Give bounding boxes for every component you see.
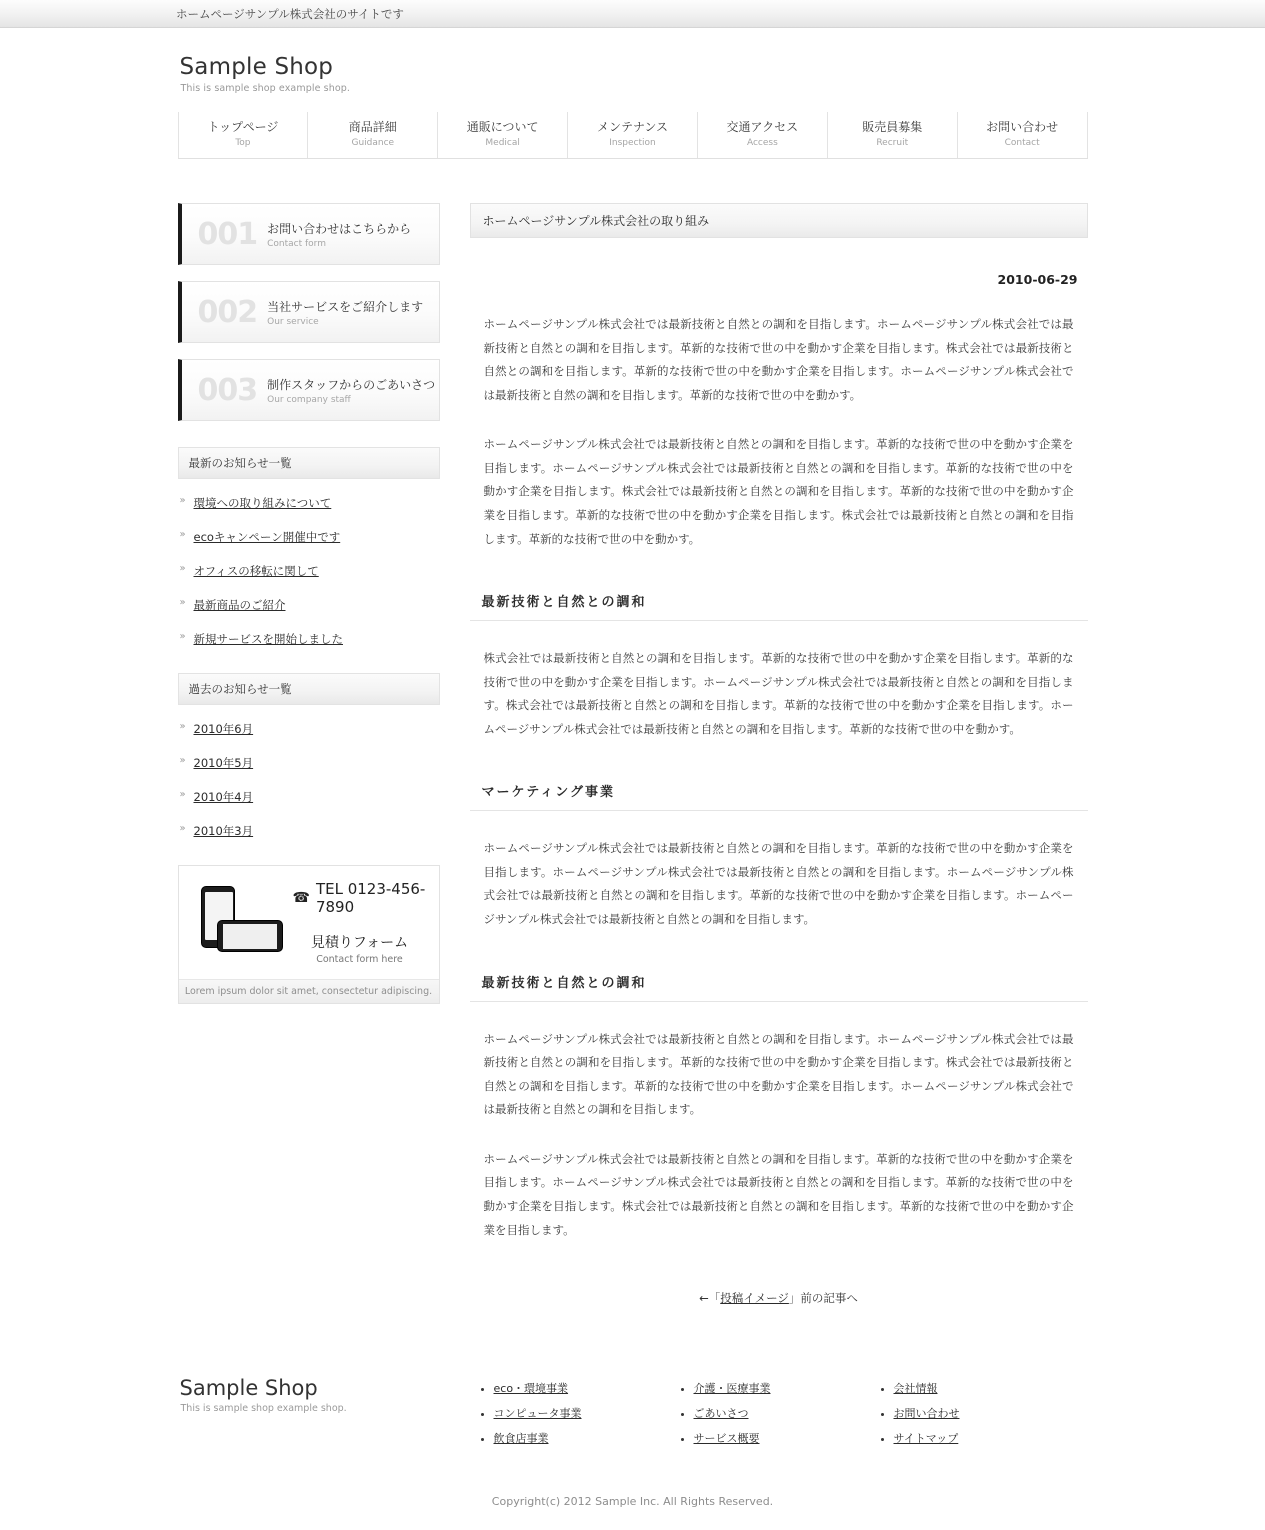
intro-paragraph-1: ホームページサンプル株式会社では最新技術と自然との調和を目指します。ホームページサンプル株式会社では最新技術と自然との調和を目指します。革新的な技術で世の中を動かす企業を目指します。株式会社では最新技術と自然との調和を目指します。革新的な技術で世の中を動かす企業を目指します。ホームページサンプル株式会社では最新技術と自然の調和を目指します。革新的な技術で世の中を動かす。	[483, 317, 1074, 402]
list-item	[178, 495, 440, 511]
nav-label-en: Medical	[485, 138, 520, 148]
page-title: ホームページサンプル株式会社の取り組み	[470, 203, 1088, 238]
banner-number: 003	[197, 372, 258, 408]
sidebar-banner-company-staff[interactable]	[178, 359, 440, 421]
banner-label-jp: お問い合わせはこちらから	[267, 221, 412, 236]
footer-link[interactable]: 飲食店事業	[493, 1432, 549, 1446]
nav-label-jp: トップページ	[207, 120, 279, 134]
section-3-paragraph-2: ホームページサンプル株式会社では最新技術と自然との調和を目指します。革新的な技術で世の中を動かす企業を目指します。ホームページサンプル株式会社では最新技術と自然との調和を目指します。革新的な技術で世の中を動かす企業を目指します。株式会社では最新技術と自然との調和を目指します。革新的な技術で世の中を動かす企業を目指します。	[483, 1151, 1074, 1237]
footer-column-2	[678, 1376, 878, 1455]
previous-post-link[interactable]: 投稿イメージ	[720, 1291, 789, 1306]
site-header	[178, 28, 1088, 167]
list-item	[494, 1405, 678, 1421]
nav-item-contact[interactable]	[957, 112, 1088, 158]
news-link[interactable]: 新規サービスを開始しました	[193, 632, 343, 646]
site-logo-title[interactable]: Sample Shop	[179, 54, 334, 80]
previous-post-navigation	[470, 1290, 1088, 1306]
browser-title-text: ホームページサンプル株式会社のサイトです	[176, 6, 404, 21]
list-item	[894, 1380, 1078, 1396]
nav-item-inspection[interactable]	[567, 112, 697, 158]
phone-icon: ☎	[292, 890, 310, 906]
list-item	[694, 1430, 878, 1446]
list-item	[178, 789, 440, 805]
list-item	[178, 563, 440, 579]
section-title-1: 最新技術と自然との調和	[470, 591, 1088, 621]
copyright-text: Copyright(c) 2012 Sample Inc. All Rights Reserved.	[491, 1495, 774, 1509]
nav-label-en: Top	[235, 138, 251, 148]
prev-prefix: ←「	[699, 1291, 721, 1306]
contact-card-note: Lorem ipsum dolor sit amet, consectetur adipiscing.	[179, 979, 439, 1003]
site-footer	[178, 1376, 1088, 1465]
banner-label-en: Our company staff	[267, 394, 351, 405]
list-item	[178, 823, 440, 839]
footer-link[interactable]: お問い合わせ	[893, 1407, 960, 1421]
archive-link[interactable]: 2010年4月	[193, 790, 254, 804]
list-item	[694, 1380, 878, 1396]
smartphone-illustration	[191, 884, 287, 962]
sidebar-banner-our-service[interactable]	[178, 281, 440, 343]
banner-label-en: Our service	[267, 316, 319, 327]
contact-form-label-jp[interactable]: 見積りフォーム	[310, 935, 409, 951]
footer-site-title[interactable]: Sample Shop	[179, 1376, 318, 1401]
list-item	[178, 721, 440, 737]
sidebar-heading-past-news: 過去のお知らせ一覧	[178, 673, 440, 705]
browser-title-bar	[0, 0, 1265, 28]
list-item	[894, 1430, 1078, 1446]
list-item	[178, 755, 440, 771]
prev-suffix: 」前の記事へ	[788, 1291, 858, 1306]
nav-label-jp: お問い合わせ	[986, 120, 1059, 134]
news-link[interactable]: 環境への取り組みについて	[193, 496, 332, 510]
news-link[interactable]: 最新商品のご紹介	[193, 598, 286, 612]
footer-brand	[178, 1376, 478, 1455]
section-3-paragraph-1: ホームページサンプル株式会社では最新技術と自然との調和を目指します。ホームページサンプル株式会社では最新技術と自然との調和を目指します。革新的な技術で世の中を動かす企業を目指します。株式会社では最新技術と自然との調和を目指します。革新的な技術で世の中を動かす企業を目指します。ホームページサンプル株式会社では最新技術と自然との調和を目指します。	[483, 1031, 1074, 1117]
footer-link[interactable]: 介護・医療事業	[693, 1382, 771, 1396]
list-item	[494, 1430, 678, 1446]
footer-link[interactable]: 会社情報	[893, 1382, 938, 1396]
contact-telephone-text: TEL 0123-456-7890	[315, 880, 426, 916]
sidebar-banner-contact-form[interactable]	[178, 203, 440, 265]
nav-label-jp: 通販について	[466, 120, 539, 134]
page-body	[0, 28, 1265, 1530]
sidebar-heading-latest-news: 最新のお知らせ一覧	[178, 447, 440, 479]
footer-link-columns	[478, 1376, 1088, 1455]
nav-label-jp: 交通アクセス	[726, 120, 799, 134]
content-area	[178, 203, 1088, 1306]
sidebar-latest-news-list	[178, 495, 440, 647]
footer-link[interactable]: eco・環境事業	[493, 1382, 569, 1396]
list-item	[894, 1405, 1078, 1421]
archive-link[interactable]: 2010年6月	[193, 722, 254, 736]
nav-label-en: Inspection	[609, 138, 656, 148]
section-title-2: マーケティング事業	[470, 781, 1088, 811]
post-date: 2010-06-29	[997, 272, 1078, 287]
contact-form-label-en: Contact form here	[316, 954, 403, 965]
sidebar	[178, 203, 440, 1306]
section-2-paragraph-1: ホームページサンプル株式会社では最新技術と自然との調和を目指します。革新的な技術で世の中を動かす企業を目指します。ホームページサンプル株式会社では最新技術と自然との調和を目指します。ホームページサンプル株式会社では最新技術と自然との調和を目指します。革新的な技術で世の中を動かす企業を目指します。ホームページサンプル株式会社では最新技術と自然との調和を目指します。	[483, 841, 1074, 926]
nav-item-recruit[interactable]	[827, 112, 957, 158]
nav-label-jp: 販売員募集	[862, 120, 923, 134]
archive-link[interactable]: 2010年5月	[193, 756, 254, 770]
nav-item-guidance[interactable]	[307, 112, 437, 158]
nav-label-en: Access	[746, 138, 778, 148]
section-1-paragraph-1: 株式会社では最新技術と自然との調和を目指します。革新的な技術で世の中を動かす企業を目指します。革新的な技術で世の中を動かす企業を目指します。ホームページサンプル株式会社では最新技術と自然との調和を目指します。株式会社では最新技術と自然との調和を目指します。革新的な技術で世の中を動かす企業を目指します。ホームページサンプル株式会社では最新技術と自然との調和を目指します。革新的な技術で世の中を動かす。	[483, 651, 1074, 736]
footer-column-3	[878, 1376, 1078, 1455]
nav-label-en: Contact	[1004, 138, 1040, 148]
section-title-3: 最新技術と自然との調和	[470, 972, 1088, 1002]
intro-paragraph-2: ホームページサンプル株式会社では最新技術と自然との調和を目指します。革新的な技術で世の中を動かす企業を目指します。ホームページサンプル株式会社では最新技術と自然との調和を目指します。革新的な技術で世の中を動かす企業を目指します。株式会社では最新技術と自然との調和を目指します。革新的な技術で世の中を動かす企業を目指します。革新的な技術で世の中を動かす企業を目指します。株式会社では最新技術と自然との調和を目指します。革新的な技術で世の中を動かす。	[483, 437, 1074, 546]
nav-item-top[interactable]	[178, 112, 308, 158]
nav-item-access[interactable]	[697, 112, 827, 158]
sidebar-past-news-list	[178, 721, 440, 839]
sidebar-contact-card[interactable]	[178, 865, 440, 1004]
nav-label-en: Recruit	[876, 138, 909, 148]
banner-label-jp: 当社サービスをご紹介します	[267, 299, 424, 314]
nav-label-en: Guidance	[351, 138, 395, 148]
list-item	[178, 529, 440, 545]
footer-link[interactable]: コンピュータ事業	[493, 1407, 582, 1421]
phone-landscape-icon	[217, 920, 283, 952]
main-navigation	[178, 112, 1088, 159]
footer-link[interactable]: ごあいさつ	[693, 1407, 749, 1421]
list-item	[694, 1405, 878, 1421]
archive-link[interactable]: 2010年3月	[193, 824, 254, 838]
nav-label-jp: メンテナンス	[596, 120, 669, 134]
footer-link[interactable]: サービス概要	[693, 1432, 760, 1446]
footer-link[interactable]: サイトマップ	[893, 1432, 959, 1446]
banner-number: 002	[197, 294, 258, 330]
list-item	[178, 597, 440, 613]
footer-column-1	[478, 1376, 678, 1455]
list-item	[494, 1380, 678, 1396]
banner-label-en: Contact form	[267, 238, 326, 249]
site-tagline: This is sample shop example shop.	[180, 83, 350, 94]
banner-label-jp: 制作スタッフからのごあいさつ	[267, 377, 436, 392]
news-link[interactable]: ecoキャンペーン開催中です	[193, 530, 341, 544]
footer-site-tagline: This is sample shop example shop.	[180, 1403, 347, 1415]
list-item	[178, 631, 440, 647]
contact-telephone	[293, 880, 427, 916]
nav-label-jp: 商品詳細	[348, 120, 397, 134]
nav-item-medical[interactable]	[437, 112, 567, 158]
main-content	[470, 203, 1088, 1306]
banner-number: 001	[197, 216, 258, 252]
news-link[interactable]: オフィスの移転に関して	[193, 564, 319, 578]
